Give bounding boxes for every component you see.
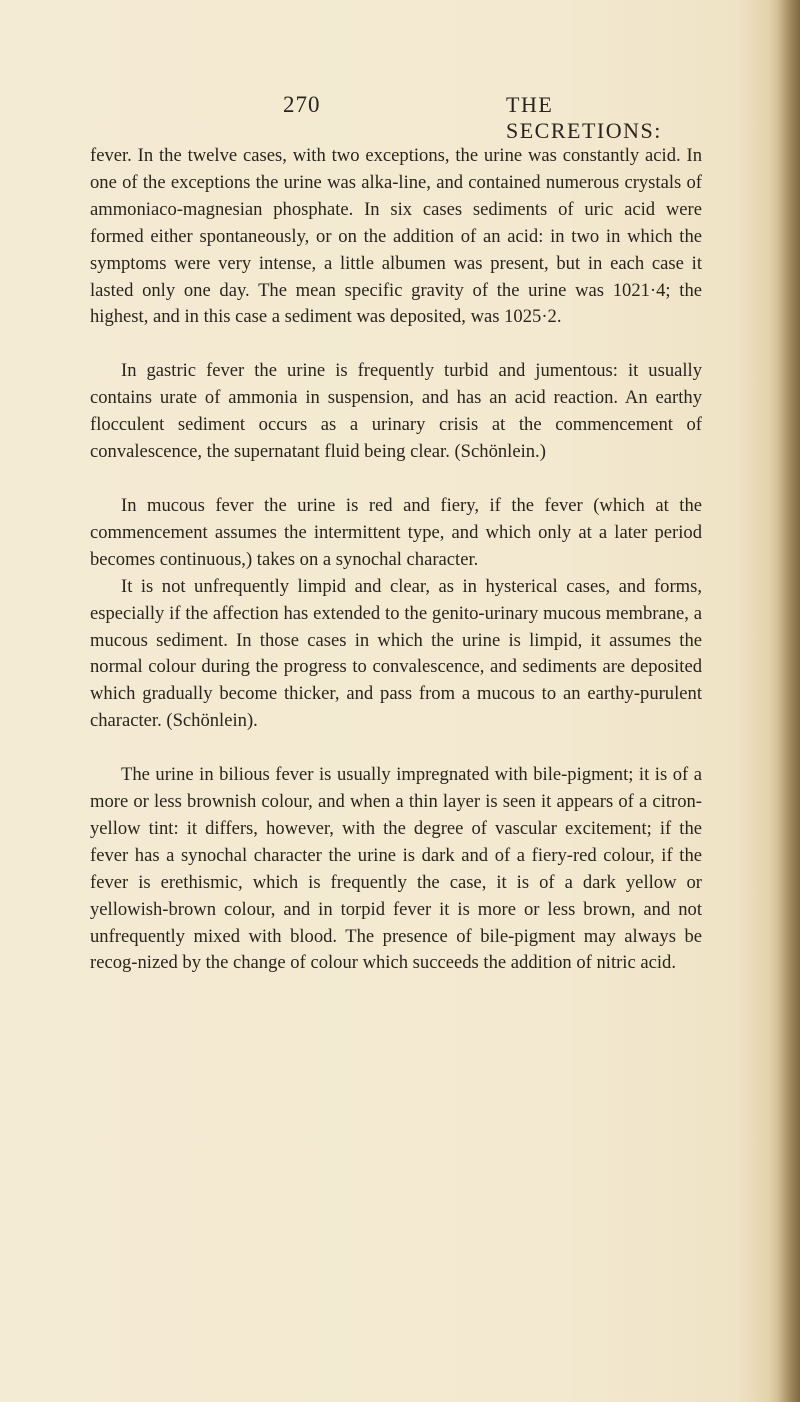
body-text (90, 143, 702, 977)
paragraph-5: The urine in bilious fever is usually impregnated with bile-pigment; it is of a more or less brownish colour, and when a thin layer is seen it appears of a citron-yellow tint: it differs, however, with the degree of vascular excitement; if the fever has a synochal character the urine is dark and of a fiery-red colour, if the fever is erethismic, which is frequently the case, it is of a dark yellow or yellowish-brown colour, and in torpid fever it is more or less brown, and not unfrequently mixed with blood. The presence of bile-pigment may always be recog-nized by the change of colour which succeeds the addition of nitric acid. (90, 764, 702, 974)
paragraph-3: In mucous fever the urine is red and fiery, if the fever (which at the commencement assumes the intermittent type, and which only at a later period becomes continuous,) takes on a synochal character. (90, 494, 702, 570)
page-edge-shadow (778, 0, 800, 1402)
page-header (193, 92, 662, 143)
page-number: 270 (283, 92, 321, 117)
running-title: THE SECRETIONS: (506, 92, 662, 143)
paragraph-2: In gastric fever the urine is frequently turbid and jumentous: it usually contains urate of ammonia in suspension, and has an acid reaction. An earthy flocculent sediment occurs as a urinary crisis at the commencement of convalescence, the supernatant fluid being clear. (Schönlein.) (90, 360, 702, 463)
paragraph-1: fever. In the twelve cases, with two exceptions, the urine was constantly acid. In one of the exceptions the urine was alka-line, and contained numerous crystals of ammoniaco-magnesian phosphate. In six cases sediments of uric acid were formed either spontaneously, or on the addition of an acid: in two in which the symptoms were very intense, a little albumen was present, but in each case it lasted only one day. The mean specific gravity of the urine was 1021·4; the highest, and in this case a sediment was deposited, was 1025·2. (90, 145, 702, 328)
paragraph-4: It is not unfrequently limpid and clear, as in hysterical cases, and forms, especially if the affection has extended to the genito-urinary mucous membrane, a mucous sediment. In those cases in which the urine is limpid, it assumes the normal colour during the progress to convalescence, and sediments are deposited which gradually become thicker, and pass from a mucous to an earthy-purulent character. (Schönlein). (90, 575, 702, 732)
